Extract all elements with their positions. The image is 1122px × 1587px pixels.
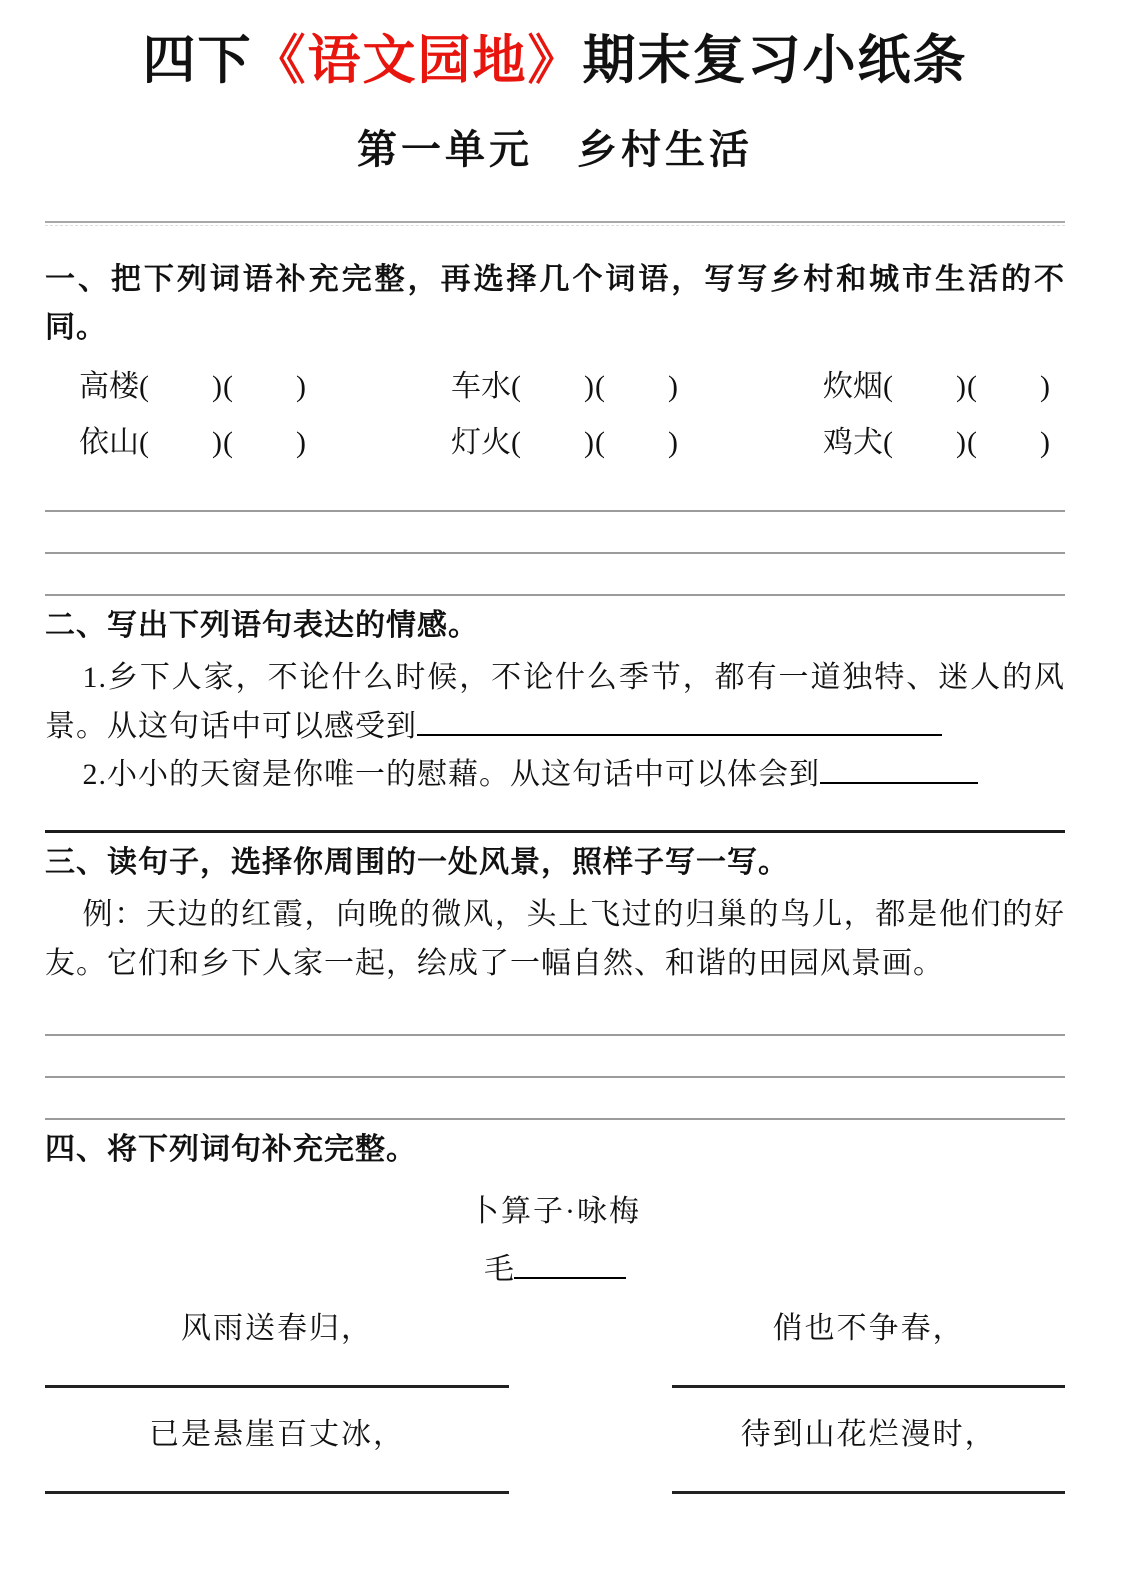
poem-author-line — [45, 1244, 1065, 1288]
section-4-heading: 四、将下列词句补充完整。 — [45, 1133, 417, 1167]
poem-line: 俏也不争春， — [772, 1312, 965, 1346]
section-2-item-1 — [45, 654, 1065, 751]
answer-line — [45, 510, 1065, 512]
section-1-heading: 一、把下列词语补充完整，再选择几个词语，写写乡村和城市生活的不同。 — [45, 263, 1065, 345]
blank-parens: ( )( ) — [511, 426, 679, 460]
header-divider — [45, 221, 1065, 226]
poem-column-left — [45, 1298, 509, 1494]
word-fill-cell — [79, 422, 307, 464]
author-blank — [514, 1250, 626, 1279]
word-fill-cell — [823, 422, 1051, 464]
word-fill-row-1 — [45, 366, 1065, 408]
item-2-text: 2.小小的天窗是你唯一的慰藉。从这句话中可以体会到 — [82, 758, 820, 792]
poem-answer-line — [672, 1385, 1065, 1388]
title-highlight: 《语文园地》 — [252, 32, 583, 90]
answer-line — [45, 594, 1065, 596]
poem-line: 风雨送春归， — [181, 1312, 374, 1346]
word-fill-cell — [79, 366, 307, 408]
poem-answer-line — [672, 1491, 1065, 1494]
page-title — [45, 28, 1065, 94]
poem-column-right — [672, 1298, 1065, 1494]
title-suffix: 期末复习小纸条 — [582, 32, 968, 90]
answer-blank — [820, 755, 978, 784]
unit-subtitle: 第一单元 乡村生活 — [357, 127, 753, 173]
poem-line: 已是悬崖百丈冰， — [149, 1418, 406, 1452]
blank-parens: ( )( ) — [883, 426, 1051, 460]
answer-line-bold — [45, 830, 1065, 833]
poem-title: 卜算子·咏梅 — [469, 1195, 641, 1229]
word-fill-row-2 — [45, 422, 1065, 464]
title-prefix: 四下 — [142, 32, 253, 90]
word-stem: 车水 — [451, 370, 512, 404]
poem-columns — [45, 1298, 1065, 1494]
word-stem: 鸡犬 — [823, 426, 884, 460]
blank-parens: ( )( ) — [883, 370, 1051, 404]
blank-parens: ( )( ) — [139, 370, 307, 404]
author-prefix: 毛 — [484, 1253, 514, 1287]
word-stem: 高楼 — [79, 370, 139, 404]
word-fill-cell — [451, 366, 679, 408]
word-stem: 依山 — [79, 426, 139, 460]
blank-parens: ( )( ) — [139, 426, 307, 460]
answer-line — [45, 1118, 1065, 1120]
answer-line — [45, 1034, 1065, 1036]
answer-line — [45, 1076, 1065, 1078]
answer-line — [45, 552, 1065, 554]
section-2-heading: 二、写出下列语句表达的情感。 — [45, 609, 479, 643]
section-3-example: 例：天边的红霞，向晚的微风，头上飞过的归巢的鸟儿，都是他们的好友。它们和乡下人家一起，绘成了一幅自然、和谐的田园风景画。 — [45, 898, 1065, 980]
item-1-text: 1.乡下人家，不论什么时候，不论什么季节，都有一道独特、迷人的风景。从这句话中可以感受到 — [45, 661, 1065, 743]
poem-answer-line — [45, 1385, 509, 1388]
poem-line: 待到山花烂漫时， — [740, 1418, 997, 1452]
poem-answer-line — [45, 1491, 509, 1494]
section-2-item-2 — [45, 751, 1065, 800]
answer-blank — [417, 707, 942, 736]
word-stem: 灯火 — [451, 426, 512, 460]
blank-parens: ( )( ) — [511, 370, 679, 404]
word-fill-cell — [823, 366, 1051, 408]
word-stem: 炊烟 — [823, 370, 884, 404]
section-3-heading: 三、读句子，选择你周围的一处风景，照样子写一写。 — [45, 846, 789, 880]
word-fill-cell — [451, 422, 679, 464]
